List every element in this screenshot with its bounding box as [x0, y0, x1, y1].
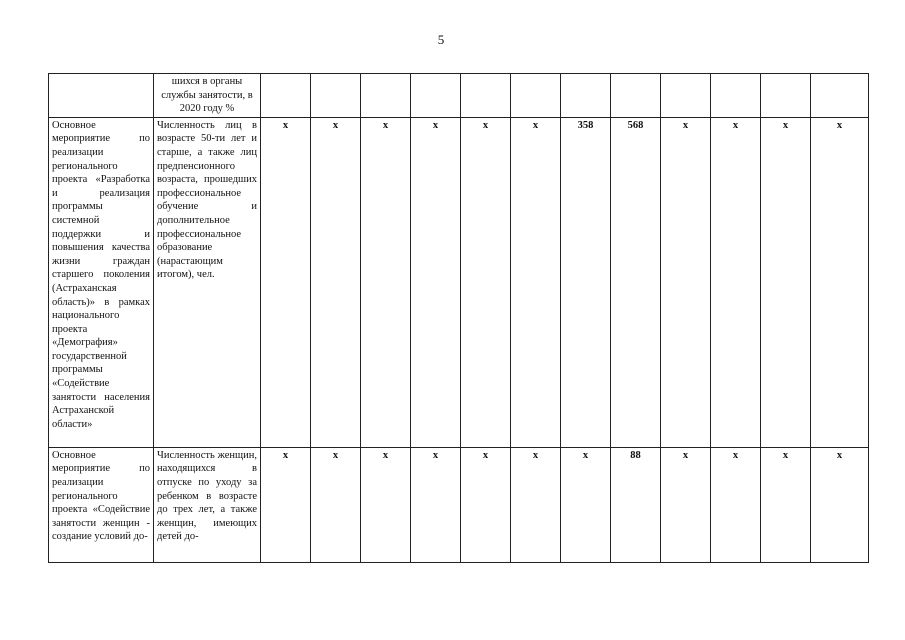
event-cell: Основное мероприятие по реализации регионального проекта «Содействие занятости женщин - создание условий до-: [49, 447, 154, 562]
indicator-cell: шихся в органы службы занятости, в 2020 году %: [154, 74, 261, 118]
value-cell: x: [511, 447, 561, 562]
table-row-continuation: [49, 74, 869, 118]
value-cell: x: [511, 117, 561, 447]
value-cell: x: [411, 117, 461, 447]
value-cell: [311, 74, 361, 118]
value-cell: x: [811, 447, 869, 562]
value-cell: x: [261, 447, 311, 562]
value-cell: x: [761, 117, 811, 447]
value-cell: x: [461, 447, 511, 562]
value-cell: [661, 74, 711, 118]
value-cell: [461, 74, 511, 118]
page-number: 5: [437, 32, 445, 47]
value-cell: x: [561, 447, 611, 562]
indicators-table: [48, 73, 869, 563]
value-cell: x: [311, 117, 361, 447]
value-cell: [761, 74, 811, 118]
value-cell: [511, 74, 561, 118]
value-cell: x: [711, 447, 761, 562]
value-cell: x: [661, 447, 711, 562]
value-cell: [611, 74, 661, 118]
value-cell: [411, 74, 461, 118]
value-cell: x: [761, 447, 811, 562]
value-cell: x: [661, 117, 711, 447]
value-cell: 358: [561, 117, 611, 447]
value-cell: 568: [611, 117, 661, 447]
indicator-cell: Численность лиц в возрасте 50-ти лет и старше, а также лиц предпенсионного возраста, прошедших профессиональное обучение и дополнительное профессиональное образование (нарастающим итогом), чел.: [154, 117, 261, 447]
table-row: [49, 447, 869, 562]
value-cell: x: [361, 447, 411, 562]
value-cell: x: [411, 447, 461, 562]
value-cell: x: [361, 117, 411, 447]
indicator-cell: Численность женщин, находящихся в отпуске по уходу за ребенком в возрасте до трех лет, а также женщин, имеющих детей до-: [154, 447, 261, 562]
value-cell: [711, 74, 761, 118]
value-cell: [561, 74, 611, 118]
event-cell: Основное мероприятие по реализации регионального проекта «Разработка и реализация программы системной поддержки и повышения качества жизни граждан старшего поколения (Астраханская область)» в рамках национального проекта «Демография» государственной программы «Содействие занятости населения Астраханской области»: [49, 117, 154, 447]
value-cell: [261, 74, 311, 118]
table-row: [49, 117, 869, 447]
value-cell: x: [311, 447, 361, 562]
value-cell: [361, 74, 411, 118]
value-cell: x: [261, 117, 311, 447]
value-cell: x: [461, 117, 511, 447]
value-cell: x: [811, 117, 869, 447]
value-cell: 88: [611, 447, 661, 562]
value-cell: [811, 74, 869, 118]
value-cell: x: [711, 117, 761, 447]
event-cell: [49, 74, 154, 118]
